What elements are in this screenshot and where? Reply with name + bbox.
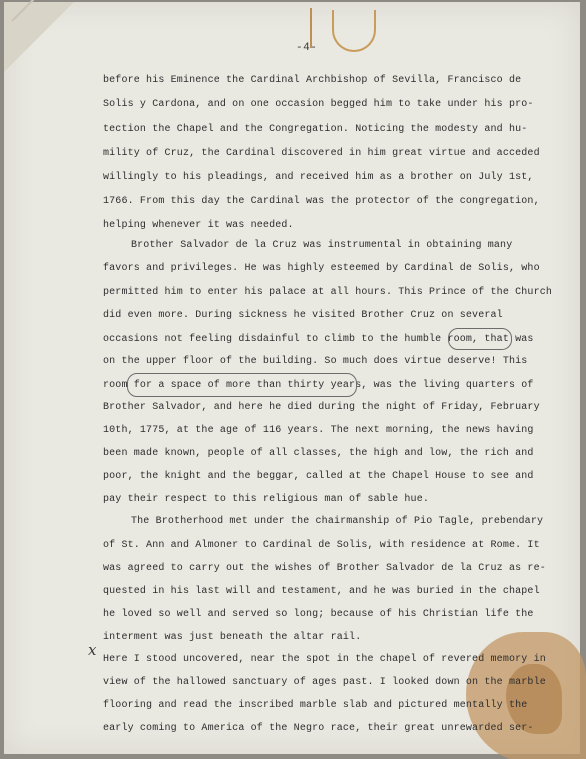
text-line: favors and privileges. He was highly esteemed by Cardinal de Solis, who [103,263,540,274]
text-line: quested in his last will and testament, and he was buried in the chapel [103,586,540,597]
text-line: willingly to his pleadings, and received him as a brother on July 1st, [103,172,534,183]
text-line: 1766. From this day the Cardinal was the protector of the congregation, [103,196,540,207]
text-line: Brother Salvador, and here he died during the night of Friday, February [103,402,540,413]
text-line: on the upper floor of the building. So much does virtue deserve! This [103,356,528,367]
text-line: of St. Ann and Almoner to Cardinal de Solis, with residence at Rome. It [103,540,540,551]
text-line: Brother Salvador de la Cruz was instrumental in obtaining many [131,240,513,251]
text-line: helping whenever it was needed. [103,220,294,231]
text-line: mility of Cruz, the Cardinal discovered in him great virtue and acceded [103,148,540,159]
margin-mark: x [88,641,97,659]
text-line: early coming to America of the Negro race, their great unrewarded ser- [103,723,534,734]
text-line: The Brotherhood met under the chairmanship of Pio Tagle, prebendary [131,516,544,527]
text-line: was agreed to carry out the wishes of Brother Salvador de la Cruz as re- [103,563,546,574]
text-line: room for a space of more than thirty years, was the living quarters of [103,380,534,391]
editor-circle-mark [448,328,512,350]
text-line: before his Eminence the Cardinal Archbishop of Sevilla, Francisco de [103,75,522,86]
text-line: view of the hallowed sanctuary of ages past. I looked down on the marble [103,677,546,688]
text-line: Here I stood uncovered, near the spot in the chapel of revered memory in [103,654,546,665]
text-line: pay their respect to this religious man of sable hue. [103,494,430,505]
text-line: poor, the knight and the beggar, called at the Chapel House to see and [103,471,534,482]
text-line: interment was just beneath the altar rail. [103,632,362,643]
text-line: did even more. During sickness he visited Brother Cruz on several [103,310,503,321]
text-line: tection the Chapel and the Congregation. Noticing the modesty and hu- [103,124,528,135]
editor-circle-mark [127,373,357,397]
text-line: flooring and read the inscribed marble slab and pictured mentally the [103,700,528,711]
page-number: -4- [296,42,318,54]
text-line: permitted him to enter his palace at all hours. This Prince of the Church [103,287,553,298]
text-line: Solis y Cardona, and on one occasion begged him to take under his pro- [103,99,534,110]
text-line: been made known, people of all classes, the high and low, the rich and [103,448,534,459]
text-line: he loved so well and served so long; because of his Christian life the [103,609,534,620]
text-line: occasions not feeling disdainful to climb to the humble room, that was [103,334,534,345]
text-line: 10th, 1775, at the age of 116 years. The next morning, the news having [103,425,534,436]
